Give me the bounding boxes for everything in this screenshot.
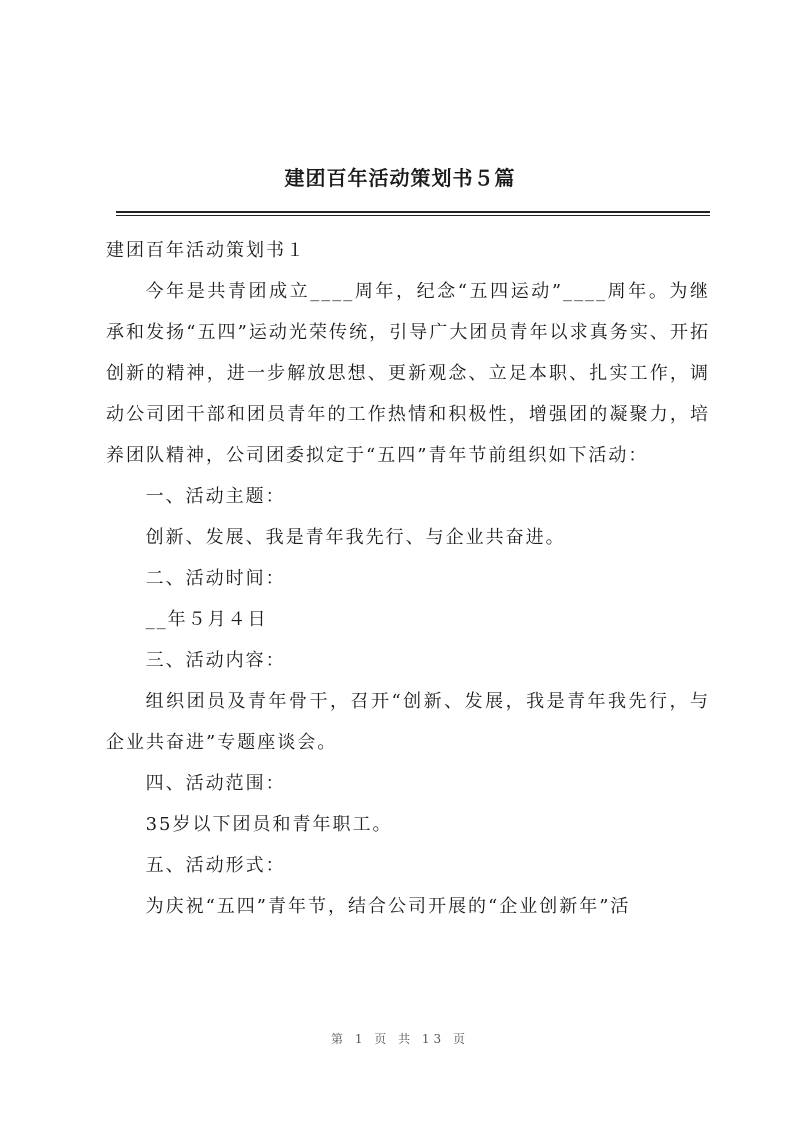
section-content: 35岁以下团员和青年职工。 bbox=[145, 814, 393, 835]
section-content: 组织团员及青年骨干，召开“创新、发展，我是青年我先行，与企业共奋进”专题座谈会。 bbox=[106, 691, 710, 753]
section-subtitle: 建团百年活动策划书１ bbox=[106, 240, 306, 261]
section-heading: 一、活动主题： bbox=[145, 486, 286, 507]
page-number: 第 1 页 共 13 页 bbox=[331, 1032, 469, 1046]
document-title: 建团百年活动策划书５篇 bbox=[284, 166, 516, 190]
section-heading: 二、活动时间： bbox=[145, 568, 286, 589]
intro-paragraph: 今年是共青团成立____周年，纪念“五四运动”____周年。为继承和发扬“五四”运动光荣传统，引导广大团员青年以求真务实、开拓创新的精神，进一步解放思想、更新观念、立足本职、扎实工作，调动公司团干部和团员青年的工作热情和积极性，增强团的凝聚力，培养团队精神，公司团委拟定于“五四”青年节前组织如下活动： bbox=[106, 281, 710, 466]
section-heading: 四、活动范围： bbox=[145, 773, 286, 794]
section-content: __年５月４日 bbox=[145, 609, 268, 630]
document-body bbox=[106, 231, 710, 927]
section-content: 为庆祝“五四”青年节，结合公司开展的“企业创新年”活 bbox=[145, 896, 631, 917]
title-divider bbox=[116, 211, 710, 216]
section-heading: 五、活动形式： bbox=[145, 855, 286, 876]
section-content: 创新、发展、我是青年我先行、与企业共奋进。 bbox=[145, 527, 566, 548]
section-heading: 三、活动内容： bbox=[145, 650, 286, 671]
